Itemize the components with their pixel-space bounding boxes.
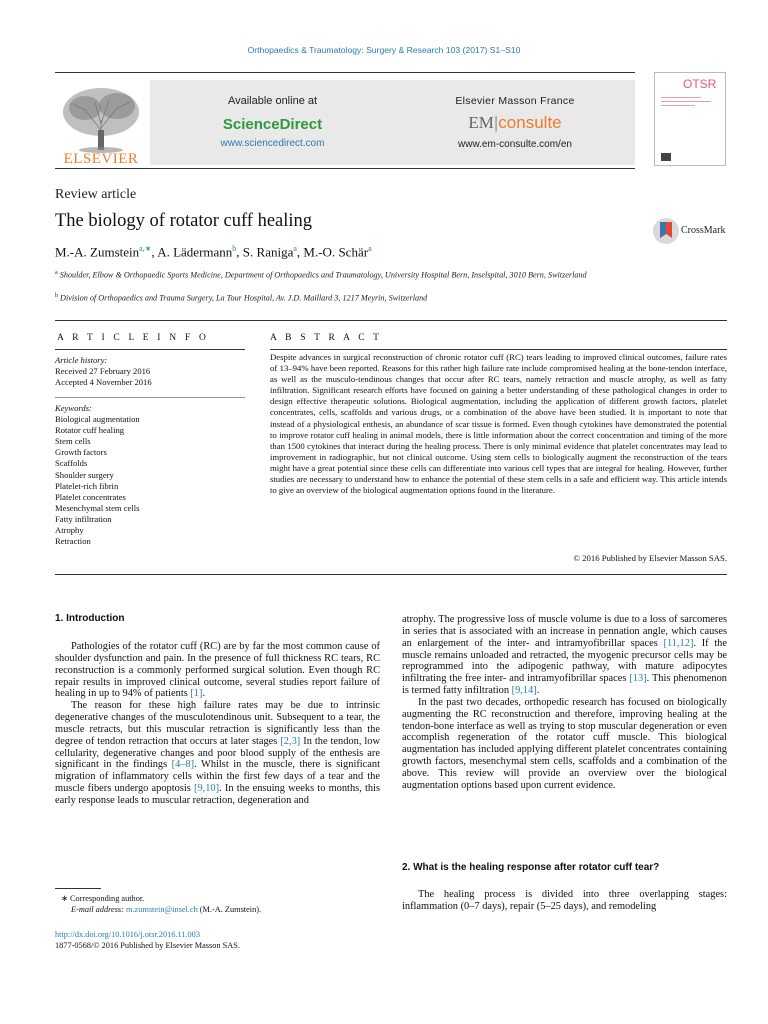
affiliation [55, 291, 615, 304]
crossmark-icon [652, 216, 680, 246]
keyword[interactable]: Atrophy [55, 525, 84, 536]
citation-link[interactable]: [9,10] [193, 783, 220, 795]
doi-link[interactable]: http://dx.doi.org/10.1016/j.otsr.2016.11.003 [55, 930, 200, 939]
author-affiliation-mark[interactable]: b [232, 244, 237, 253]
paragraph-text: Pathologies of the rotator cuff (RC) are by far the most common cause of shoulder dysfunction and pain. In the presence of full thickness RC tears, RC reconstruction is a commonly performed surgical solution. Even though RC repair results in improved clinical outcome, several studies report failure of healing in up to 94% of patients [55, 641, 380, 700]
body-column-left [55, 641, 380, 807]
header-top-rule [55, 72, 635, 73]
author-name[interactable]: M.-A. Zumstein [55, 244, 140, 260]
keyword[interactable]: Biological augmentation [55, 414, 140, 425]
paragraph: The healing process is divided into three overlapping stages: inflammation (0–7 days), repair (5–25 days), and remodeling [402, 889, 727, 912]
cover-line [661, 101, 711, 102]
citation-link[interactable]: [9,14] [511, 685, 537, 697]
cover-logo: OTSR [683, 77, 717, 91]
paragraph [55, 700, 380, 807]
body-column-right-continued [402, 889, 727, 913]
history-label: Article history: [55, 355, 108, 365]
author-name[interactable]: M.-O. Schär [303, 244, 369, 260]
journal-reference[interactable]: Orthopaedics & Traumatology: Surgery & Research 103 (2017) S1–S10 [247, 45, 521, 55]
abstract-rule [270, 349, 727, 350]
abstract-copyright: © 2016 Published by Elsevier Masson SAS. [573, 553, 727, 563]
crossmark-label: CrossMark [681, 225, 726, 236]
emconsulte-link[interactable]: www.em-consulte.com/en [458, 139, 572, 150]
email-note [55, 904, 385, 915]
emconsulte-rest: consulte [498, 113, 562, 132]
article-info-heading: A R T I C L E I N F O [57, 333, 210, 343]
section-heading-healing-response: 2. What is the healing response after rotator cuff tear? [402, 862, 660, 873]
affiliation-text: Division of Orthopaedics and Trauma Surgery, La Tour Hospital, Av. J.D. Maillard 3, 1217 Meyrin, Switzerland [60, 293, 428, 303]
citation-link[interactable]: [1] [190, 688, 203, 700]
paragraph-text: . If the muscle remains unloaded and retracted, the myogenic precursor cells may be reprogrammed into the adipogenic pathway, with mature adipocytes infiltrating the free inter- and intramyofibrillar spaces [402, 637, 727, 685]
journal-cover-thumbnail[interactable] [654, 72, 726, 166]
keyword[interactable]: Platelet-rich fibrin [55, 480, 119, 491]
paragraph [402, 614, 727, 697]
paragraph-text: In the tendon, low cellularity, degenerative changes and poor blood supply of the enthesis are significant in the findings [55, 735, 380, 771]
author-name[interactable]: S. Raniga [242, 244, 294, 260]
affiliation [55, 268, 615, 281]
affiliation-text: Shoulder, Elbow & Orthopaedic Sports Medicine, Department of Orthopaedics and Traumatology, University Hospital Bern, Inselspital, 3010 Bern, Switzerland [59, 270, 587, 280]
paragraph [55, 641, 380, 700]
article-info-rule [55, 349, 245, 350]
issn-copyright: 1877-0568/© 2016 Published by Elsevier Masson SAS. [55, 941, 240, 950]
cover-line [661, 105, 695, 106]
citation-link[interactable]: [11,12] [663, 637, 694, 649]
footnote-rule [55, 888, 101, 889]
email-link[interactable]: m.zumstein@insel.ch [126, 905, 198, 914]
cover-mark [661, 153, 671, 161]
elsevier-wordmark: ELSEVIER [63, 151, 139, 167]
keywords-block [55, 403, 245, 547]
keywords-label: Keywords: [55, 403, 92, 413]
keyword[interactable]: Scaffolds [55, 458, 88, 469]
emconsulte-separator: | [493, 113, 499, 132]
abstract-text: Despite advances in surgical reconstruction of chronic rotator cuff (RC) tears leading to improved clinical outcomes, failure rates of 13–94% have been reported. Reasons for this rather high failure rate include compromised healing at the bone-tendon interface, as well as the musculo-tendinous changes that occur after RC tears, namely retraction and muscle atrophy, as well as fatty infiltration. Significant research efforts have focused on gaining a better understanding of these pathological changes in order to design effective therapeutic solutions. Biological augmentation, including the application of different growth factors, platelet concentrates, cells, scaffolds and various drugs, or a combination of the above have been studied. It is important to note that instead of a physiological enthesis, an abundance of scar tissue is formed. Even though cytokines have demonstrated the potential to improve rotator cuff healing in animal models, there is little information about the correct concentration and timing of the more than 1500 cytokines that interact during the healing process. There is only minimal evidence that platelet concentrates may lead to improvement in radiographic, but not clinical outcome. Using stem cells to biologically augment the reconstruction of the tears might have a great potential since these cells can differentiate into various cell types that are integral for healing. However, further studies are necessary to understand how to enhance the potential of these stem cells in a safe and efficient way. This article intends to give an overview of the biological augmentation options found in the literature. [270, 352, 727, 496]
emconsulte-logo[interactable] [395, 113, 635, 133]
paragraph-text: . In the ensuing weeks to months, this early response leads to muscular retraction, degeneration and [55, 783, 380, 806]
corresponding-author-note: ∗ Corresponding author. [61, 894, 145, 903]
keyword[interactable]: Mesenchymal stem cells [55, 502, 140, 513]
citation-link[interactable]: [4–8] [171, 759, 195, 771]
article-title: The biology of rotator cuff healing [55, 211, 313, 231]
paragraph-text: atrophy. The progressive loss of muscle volume is due to a loss of sarcomeres in series that is associated with an increase in pennation angle, which causes an enlargement of the inter- and intramyofibrillar spaces [402, 614, 727, 649]
sciencedirect-link[interactable]: www.sciencedirect.com [220, 138, 325, 149]
author-name[interactable]: A. Lädermann [157, 244, 233, 260]
keyword[interactable]: Stem cells [55, 436, 91, 447]
paragraph-text: . Whilst in the muscle, there is significant migration of inflammatory cells within the first few days of a tear and the muscle fibers undergo apoptosis [55, 759, 380, 795]
section-divider [55, 574, 727, 575]
paragraph-text: . This phenomenon is termed fatty infiltration [402, 673, 727, 697]
paragraph-text: . [536, 685, 540, 697]
keyword[interactable]: Growth factors [55, 447, 107, 458]
publisher-name: Elsevier Masson France [455, 95, 575, 107]
article-history [55, 355, 245, 388]
section-divider [55, 320, 727, 321]
keyword[interactable]: Fatty infiltration [55, 513, 112, 524]
affiliation-mark: a [55, 270, 58, 276]
author-affiliation-mark[interactable]: a [368, 244, 372, 253]
citation-link[interactable]: [2,3] [280, 735, 301, 747]
abstract-heading: A B S T R A C T [270, 333, 383, 343]
author-affiliation-mark[interactable]: a,∗ [139, 244, 152, 253]
header-bottom-rule [55, 168, 635, 169]
email-label: E-mail address: [71, 905, 124, 914]
received-date: Received 27 February 2016 [55, 366, 151, 377]
article-type: Review article [55, 187, 137, 202]
sciencedirect-logo[interactable]: ScienceDirect [222, 116, 323, 133]
emconsulte-em: EM [468, 113, 494, 132]
article-info-rule [55, 397, 245, 398]
paragraph-text: The reason for these high failure rates may be due to intrinsic degenerative changes of the musculotendinous unit. Subsequent to a tear, the muscle retracts, but this muscular retraction is significantly less than the degree of tendon retraction that occurs at later stages [55, 700, 380, 747]
citation-link[interactable]: [13] [629, 673, 647, 685]
section-heading-introduction: 1. Introduction [55, 613, 125, 624]
paragraph-text: . [202, 688, 206, 700]
paragraph: In the past two decades, orthopedic research has focused on biologically augmenting the RC reconstruction and therefore, improving healing at the tendon-bone interface as well as trying to stop muscular degeneration or even accomplish regeneration of the rotator cuff muscle. This biological augmentation has included applying different platelet concentrates containing growth factors, mesenchymal stem cells, scaffolds and a combination of the above. This review will provide an overview over the biological augmentation options based upon current evidence. [402, 696, 727, 791]
email-suffix: (M.-A. Zumstein). [197, 905, 262, 914]
affiliation-mark: b [55, 293, 58, 299]
keyword[interactable]: Shoulder surgery [55, 469, 114, 480]
author-list: M.-A. Zumstein$^{a,∗}$, A. Lädermann$^b$, S. Raniga$^a$, M.-O. Schär$^a$ [55, 244, 372, 260]
keyword[interactable]: Platelet concentrates [55, 491, 126, 502]
available-online-label: Available online at [227, 95, 318, 107]
keyword[interactable]: Rotator cuff healing [55, 425, 125, 436]
cover-line [661, 97, 701, 98]
body-column-right [402, 614, 727, 792]
author-affiliation-mark[interactable]: a [293, 244, 297, 253]
accepted-date: Accepted 4 November 2016 [55, 377, 152, 388]
keyword[interactable]: Retraction [55, 536, 91, 547]
crossmark-badge[interactable] [652, 216, 732, 246]
